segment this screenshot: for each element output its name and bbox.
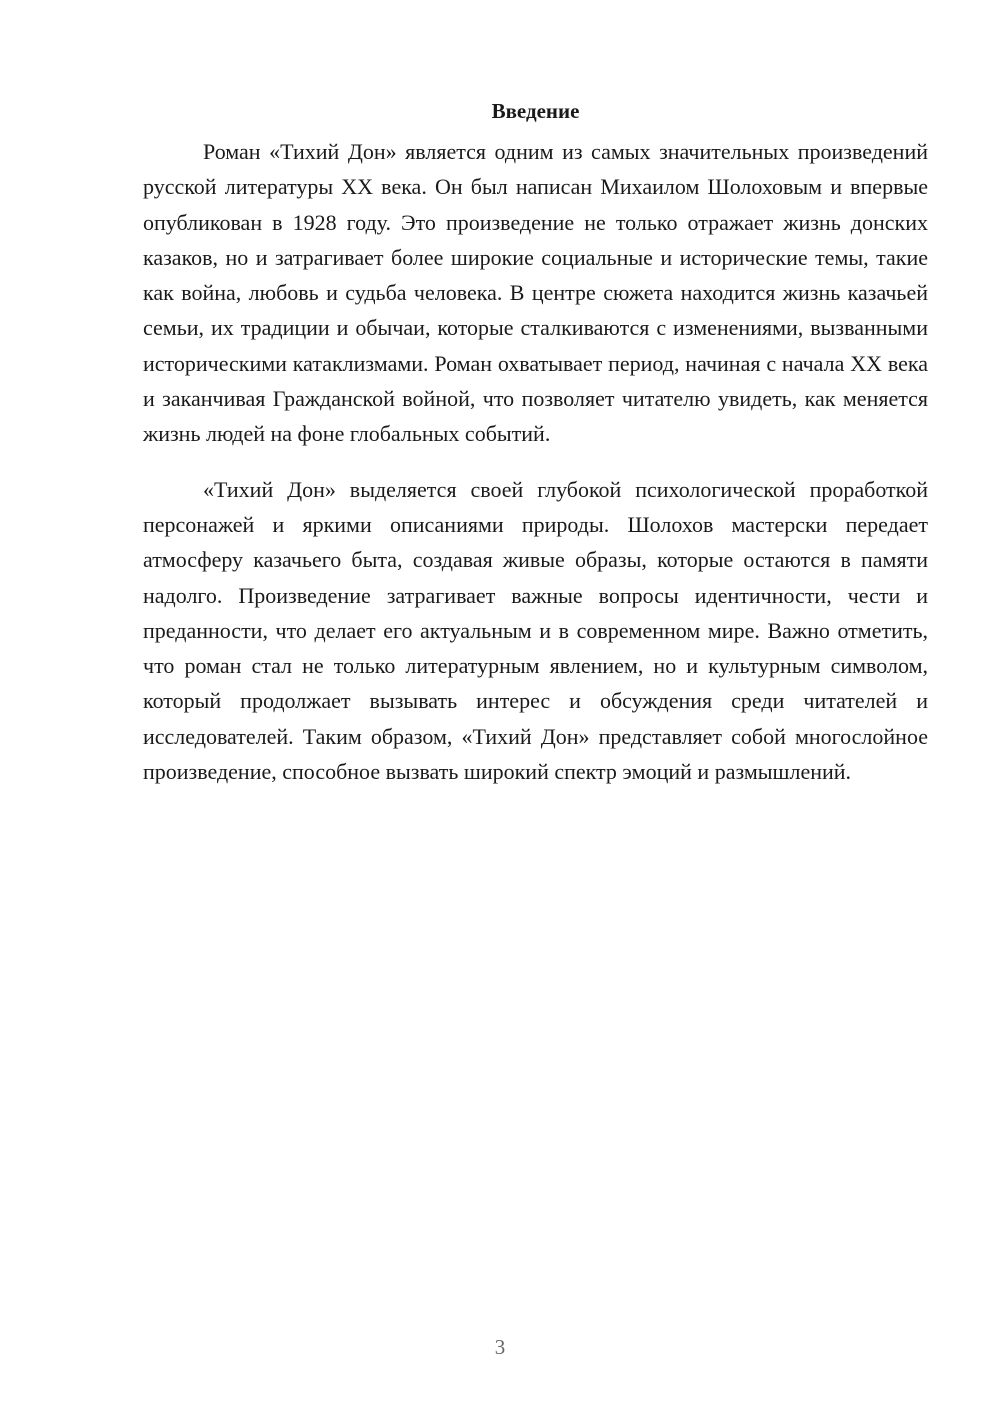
paragraph-2: «Тихий Дон» выделяется своей глубокой психологической проработкой персонажей и яркими описаниями природы. Шолохов мастерски передает атмосферу казачьего быта, создавая живые образы, которые остаются в памяти надолго. Произведение затрагивает важные вопросы идентичности, чести и преданности, что делает его актуальным и в современном мире. Важно отметить, что роман стал не только литературным явлением, но и культурным символом, который продолжает вызывать интерес и обсуждения среди читателей и исследователей. Таким образом, «Тихий Дон» представляет собой многослойное произведение, способное вызвать широкий спектр эмоций и размышлений. (143, 476, 928, 785)
page-number: 3 (494, 1335, 506, 1359)
page-content (143, 96, 928, 789)
section-heading: Введение (491, 99, 580, 123)
paragraph-1: Роман «Тихий Дон» является одним из самых значительных произведений русской литературы XX века. Он был написан Михаилом Шолоховым и впервые опубликован в 1928 году. Это произведение не только отражает жизнь донских казаков, но и затрагивает более широкие социальные и исторические темы, такие как война, любовь и судьба человека. В центре сюжета находится жизнь казачьей семьи, их традиции и обычаи, которые сталкиваются с изменениями, вызванными историческими катаклизмами. Роман охватывает период, начиная с начала XX века и заканчивая Гражданской войной, что позволяет читателю увидеть, как меняется жизнь людей на фоне глобальных событий. (143, 139, 928, 447)
